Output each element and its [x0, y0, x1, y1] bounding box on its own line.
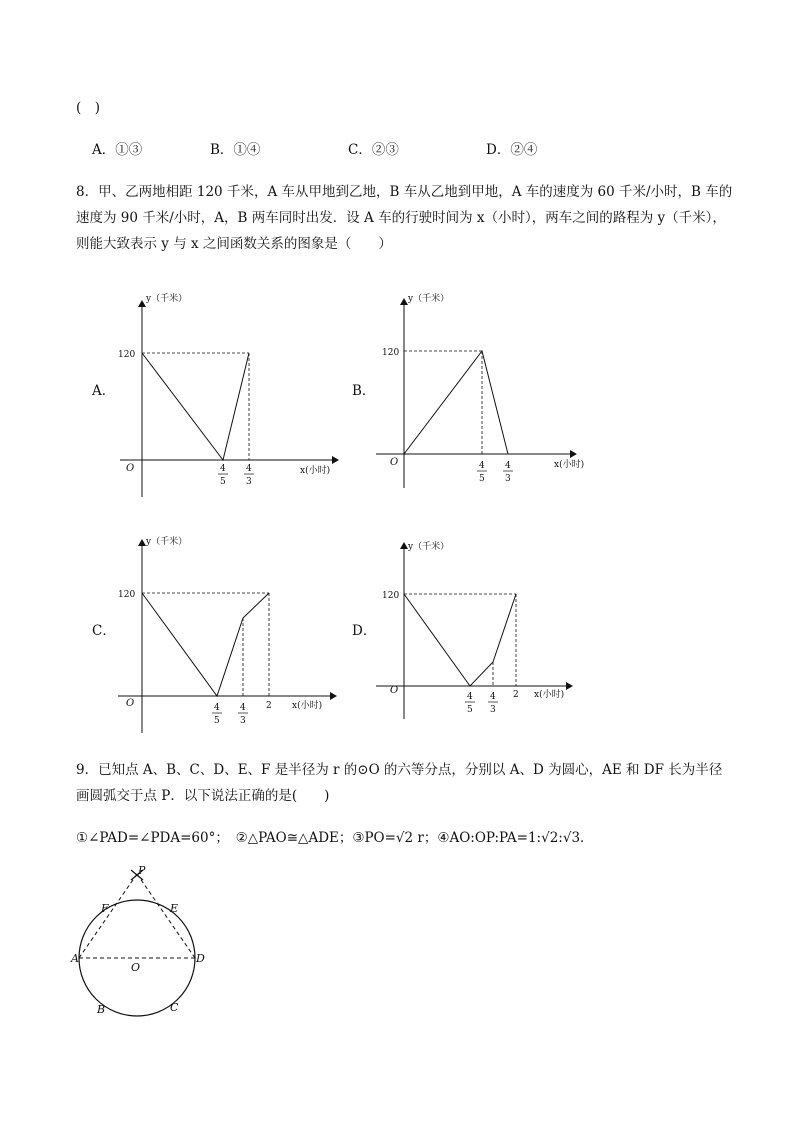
svg-text:4: 4 [505, 461, 511, 471]
svg-text:4: 4 [240, 703, 246, 713]
svg-text:2: 2 [513, 690, 519, 700]
y-axis-label: y（千米） [408, 542, 450, 552]
q9-text-line1: 9．已知点 A、B、C、D、E、F 是半径为 r 的⊙O 的六等分点，分别以 A、D 为圆心，AE 和 DF 长为半径 [76, 762, 723, 778]
q7-option-b[interactable]: B．①④ [210, 142, 261, 158]
x-axis-label: x(小时) [554, 460, 585, 470]
segment-dp [137, 874, 195, 958]
q8-text-line1: 8．甲、乙两地相距 120 千米，A 车从甲地到乙地，B 车从乙地到甲地，A 车的速度为 60 千米/小时，B 车的 [76, 184, 733, 200]
svg-text:5: 5 [479, 474, 485, 484]
tick-120: 120 [118, 350, 136, 360]
graph-a [110, 285, 350, 505]
segment-ap [79, 874, 137, 958]
graph-d [370, 535, 590, 735]
y-axis-label: y（千米） [146, 294, 188, 304]
graph-d-label[interactable]: D． [352, 623, 377, 639]
series-line [404, 351, 508, 454]
graph-b [370, 285, 590, 505]
tick-120: 120 [118, 590, 136, 600]
point-o-label: O [131, 961, 141, 974]
point-e-label: E [170, 902, 179, 915]
y-axis-label: y（千米） [146, 537, 188, 547]
tick-120: 120 [382, 591, 400, 601]
point-p-label: P [138, 864, 146, 877]
svg-text:5: 5 [467, 705, 473, 715]
graph-c [110, 530, 350, 740]
point-f-label: F [101, 902, 109, 915]
x-axis-label: x(小时) [534, 690, 565, 700]
svg-text:4: 4 [467, 692, 473, 702]
origin-label: O [126, 698, 135, 709]
tick-120: 120 [382, 348, 400, 358]
svg-text:2: 2 [266, 701, 272, 711]
svg-text:4: 4 [220, 464, 226, 474]
svg-text:5: 5 [214, 716, 220, 726]
y-axis-label: y（千米） [408, 294, 450, 304]
point-a-label: A [71, 952, 79, 965]
svg-text:3: 3 [505, 474, 511, 484]
svg-text:4: 4 [490, 692, 496, 702]
svg-text:4: 4 [246, 464, 252, 474]
svg-text:3: 3 [490, 705, 496, 715]
point-b-label: B [97, 1003, 106, 1016]
svg-text:5: 5 [220, 477, 226, 487]
graph-b-label[interactable]: B． [352, 383, 376, 399]
series-line [142, 593, 269, 696]
graph-c-label[interactable]: C． [92, 623, 116, 639]
point-d-label: D [196, 952, 205, 965]
svg-text:3: 3 [246, 477, 252, 487]
origin-label: O [390, 457, 399, 468]
q9-circle-figure [70, 862, 230, 1022]
q7-answer-paren: ( ) [76, 100, 101, 116]
series-line [142, 353, 249, 460]
x-axis-label: x(小时) [300, 466, 331, 476]
svg-text:3: 3 [240, 716, 246, 726]
q7-option-d[interactable]: D．②④ [486, 142, 538, 158]
graph-a-label[interactable]: A． [92, 383, 116, 399]
svg-text:4: 4 [214, 703, 220, 713]
q8-text-line2: 速度为 90 千米/小时，A，B 两车同时出发．设 A 车的行驶时间为 x（小时），两车之间的路程为 y（千米）， [76, 210, 726, 226]
point-c-label: C [170, 1001, 179, 1014]
q9-statements: ①∠PAD=∠PDA=60°； ②△PAO≅△ADE；③PO=√2 r；④AO:OP:PA=1:√2:√3． [76, 830, 594, 846]
q7-option-c[interactable]: C．②③ [348, 142, 399, 158]
q8-text-line3: 则能大致表示 y 与 x 之间函数关系的图象是（ ） [76, 236, 392, 252]
origin-label: O [390, 685, 399, 696]
q9-text-line2: 画圆弧交于点 P．以下说法正确的是( ) [76, 788, 330, 804]
q7-option-a[interactable]: A．①③ [92, 142, 143, 158]
origin-label: O [126, 463, 135, 474]
x-axis-label: x(小时) [292, 701, 323, 711]
svg-text:4: 4 [479, 461, 485, 471]
series-line [404, 594, 516, 686]
